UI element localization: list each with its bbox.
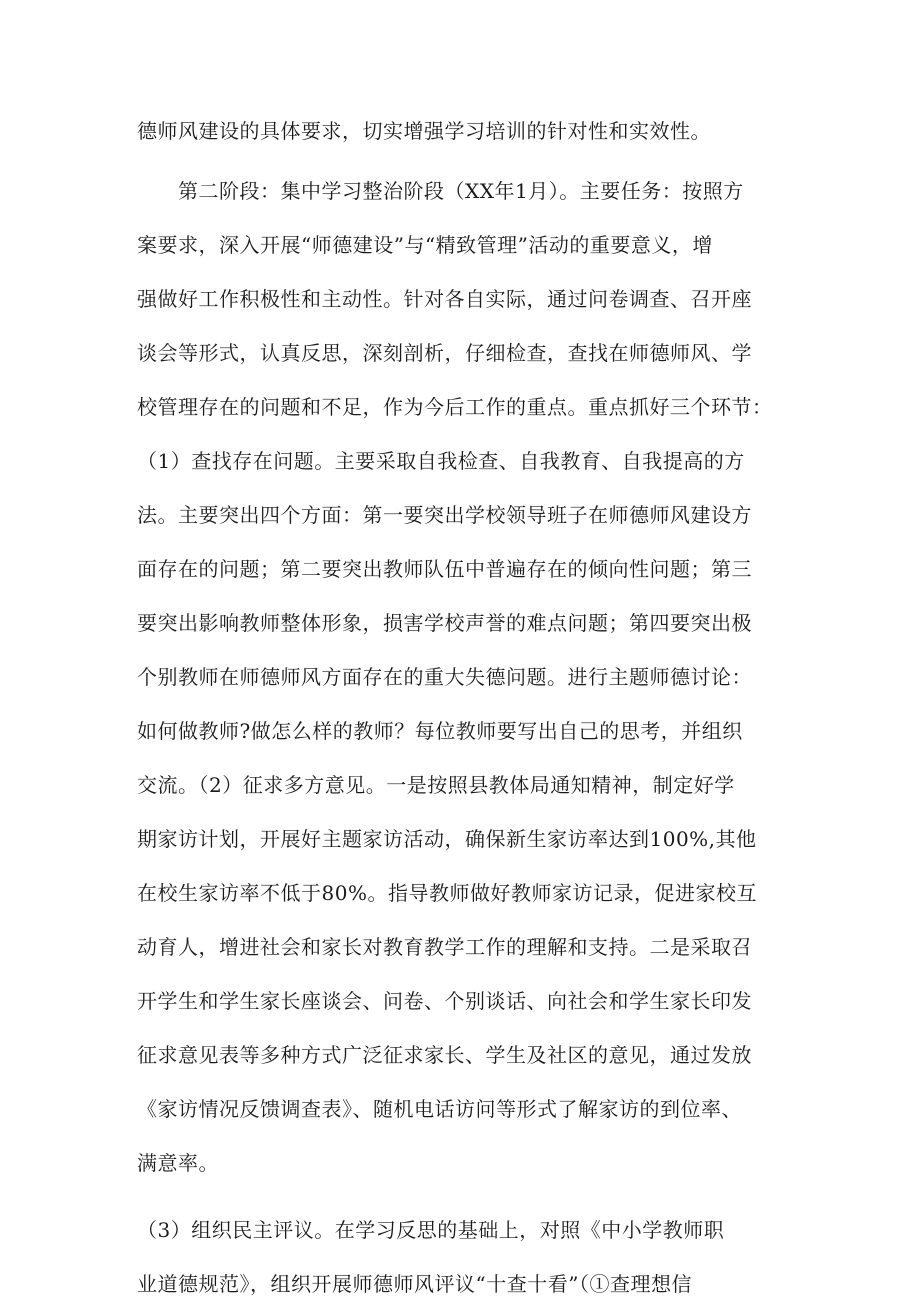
text-line: 面存在的问题；第二要突出教师队伍中普遍存在的倾向性问题；第三	[137, 557, 752, 581]
text-line: 开学生和学生家长座谈会、问卷、个别谈话、向社会和学生家长印发	[137, 989, 752, 1013]
text-line: 如何做教师?做怎么样的教师？每位教师要写出自己的思考，并组织	[137, 719, 743, 743]
text-line: 在校生家访率不低于80%。指导教师做好教师家访记录，促进家校互	[137, 881, 757, 905]
text-line: 征求意见表等多种方式广泛征求家长、学生及社区的意见，通过发放	[137, 1043, 752, 1067]
text-line: （1）查找存在问题。主要采取自我检查、自我教育、自我提高的方	[137, 449, 745, 473]
text-line: 第二阶段：集中学习整治阶段（XX年1月）。主要任务：按照方	[178, 179, 744, 203]
text-line: 期家访计划，开展好主题家访活动，确保新生家访率达到100%,其他	[137, 827, 757, 851]
text-line: 业道德规范》，组织开展师德师风评议“十查十看”（①查理想信	[137, 1272, 692, 1296]
text-line: 校管理存在的问题和不足，作为今后工作的重点。重点抓好三个环节：	[137, 395, 773, 419]
text-line: 法。主要突出四个方面：第一要突出学校领导班子在师德师风建设方	[137, 503, 752, 527]
text-line: 动育人，增进社会和家长对教育教学工作的理解和支持。二是采取召	[137, 935, 752, 959]
text-line: 德师风建设的具体要求，切实增强学习培训的针对性和实效性。	[137, 119, 711, 143]
text-line: 交流。（2）征求多方意见。一是按照县教体局通知精神，制定好学	[137, 773, 735, 797]
text-line: 个别教师在师德师风方面存在的重大失德问题。进行主题师德讨论：	[137, 665, 752, 689]
text-line: 强做好工作积极性和主动性。针对各自实际，通过问卷调查、召开座	[137, 287, 752, 311]
text-line: 《家访情况反馈调查表》、随机电话访问等形式了解家访的到位率、	[137, 1097, 742, 1121]
text-line: 要突出影响教师整体形象，损害学校声誉的难点问题；第四要突出极	[137, 611, 752, 635]
text-line: （3）组织民主评议。在学习反思的基础上，对照《中小学教师职	[137, 1218, 725, 1242]
text-line: 满意率。	[137, 1151, 219, 1175]
text-line: 案要求，深入开展“师德建设”与“精致管理”活动的重要意义，增	[137, 233, 713, 257]
text-line: 谈会等形式，认真反思，深刻剖析，仔细检查，查找在师德师风、学	[137, 341, 752, 365]
